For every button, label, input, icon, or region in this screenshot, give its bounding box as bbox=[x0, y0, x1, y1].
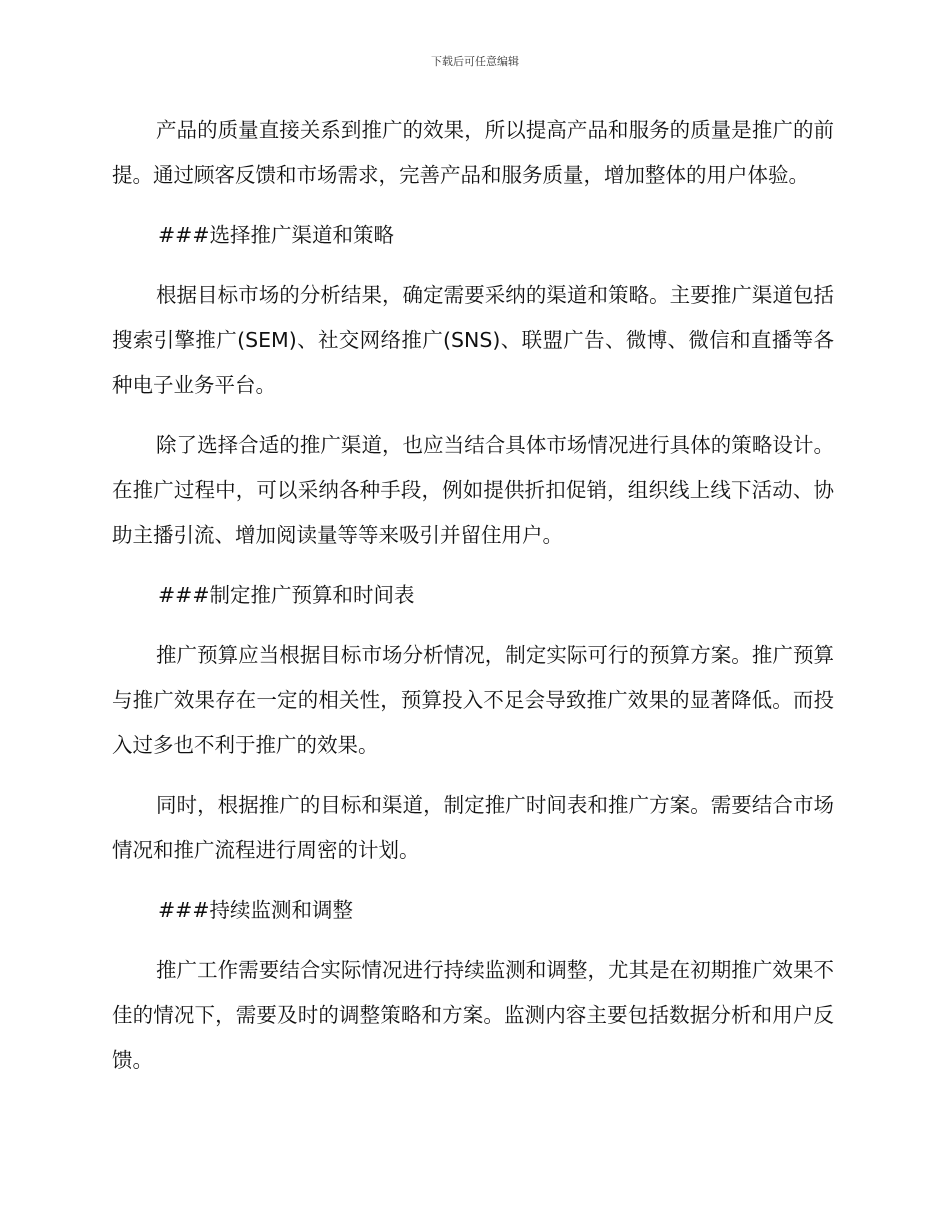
page-header: 下载后可任意编辑 bbox=[431, 55, 519, 68]
section-heading-channels: ###选择推广渠道和策略 bbox=[158, 223, 395, 247]
paragraph-product-quality: 产品的质量直接关系到推广的效果，所以提高产品和服务的质量是推广的前提。通过顾客反馈和市场需求，完善产品和服务质量，增加整体的用户体验。 bbox=[112, 118, 834, 187]
section-heading-monitoring: ###持续监测和调整 bbox=[158, 898, 354, 922]
paragraph-monitoring: 推广工作需要结合实际情况进行持续监测和调整，尤其是在初期推广效果不佳的情况下，需要及时的调整策略和方案。监测内容主要包括数据分析和用户反馈。 bbox=[112, 958, 834, 1072]
paragraph-channels: 根据目标市场的分析结果，确定需要采纳的渠道和策略。主要推广渠道包括搜索引擎推广(SEM)、社交网络推广(SNS)、联盟广告、微博、微信和直播等各种电子业务平台。 bbox=[112, 283, 834, 397]
document-body bbox=[112, 108, 834, 1098]
paragraph-strategy-design: 除了选择合适的推广渠道，也应当结合具体市场情况进行具体的策略设计。在推广过程中，可以采纳各种手段，例如提供折扣促销，组织线上线下活动、协助主播引流、增加阅读量等等来吸引并留住用户。 bbox=[112, 433, 834, 547]
paragraph-schedule: 同时，根据推广的目标和渠道，制定推广时间表和推广方案。需要结合市场情况和推广流程进行周密的计划。 bbox=[112, 793, 834, 862]
section-heading-budget: ###制定推广预算和时间表 bbox=[158, 583, 415, 607]
paragraph-budget: 推广预算应当根据目标市场分析情况，制定实际可行的预算方案。推广预算与推广效果存在一定的相关性，预算投入不足会导致推广效果的显著降低。而投入过多也不利于推广的效果。 bbox=[112, 643, 834, 757]
